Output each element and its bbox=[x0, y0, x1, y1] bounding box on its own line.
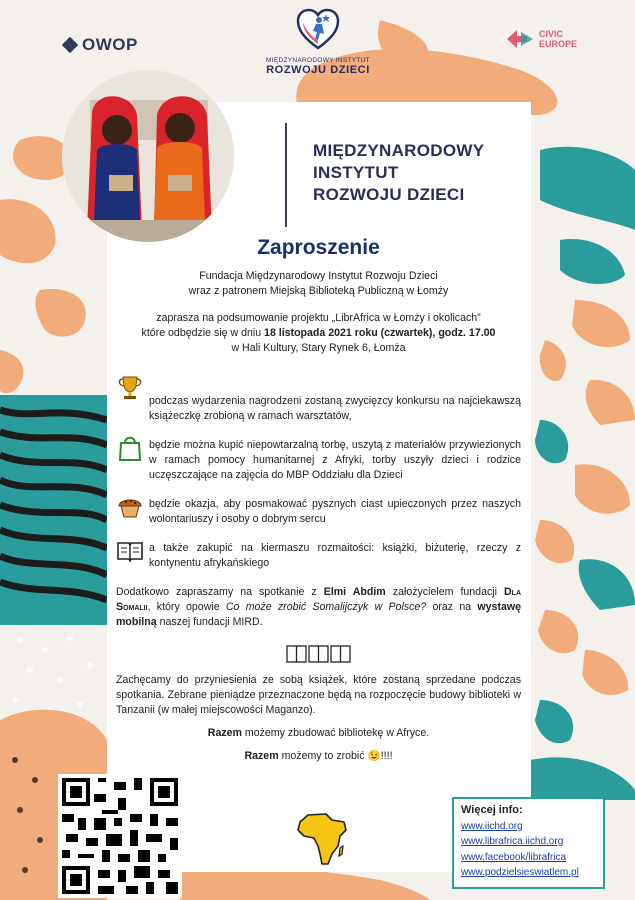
item-text: będzie okazja, aby posmakować pysznych ciast upieczonych przez naszych wolontariuszy i osoby o dobrym sercu bbox=[149, 498, 521, 525]
razem-line2 bbox=[116, 749, 521, 764]
razem-text: możemy zbudować bibliotekę w Afryce. bbox=[241, 727, 430, 739]
owop-logo bbox=[63, 35, 138, 55]
item-text: podczas wydarzenia nagrodzeni zostaną zwycięzcy konkursu na najciekawszą książeczkę zrobioną w ramach warsztatów, bbox=[149, 395, 521, 422]
shopping-bag-icon bbox=[116, 434, 144, 462]
intro-paragraph bbox=[116, 269, 521, 299]
owop-logo-text: OWOP bbox=[82, 35, 138, 54]
link-podzielsieswiatlem[interactable]: www.podzielsieswiatlem.pl bbox=[461, 867, 579, 878]
extra-text: oraz na bbox=[426, 601, 478, 613]
extra-text: , który opowie bbox=[147, 601, 226, 613]
event-date: 18 listopada 2021 roku (czwartek), godz. 17.00 bbox=[264, 327, 496, 339]
talk-title: Co może zrobić Somalijczyk w Polsce? bbox=[225, 601, 427, 613]
trophy-icon bbox=[116, 374, 144, 402]
book-icon bbox=[116, 537, 144, 565]
qr-code-icon bbox=[62, 778, 178, 894]
event-line2 bbox=[116, 326, 521, 341]
mird-logo bbox=[248, 8, 388, 76]
speaker-name: Elmi Abdim bbox=[323, 586, 386, 598]
header-title bbox=[313, 140, 484, 206]
civic-line1: CIVIC bbox=[539, 29, 564, 39]
heart-child-icon bbox=[296, 8, 340, 50]
civic-europe-logo bbox=[505, 28, 577, 50]
invitation-body bbox=[116, 236, 521, 764]
event-line1: zaprasza na podsumowanie projektu „LibrAfrica w Łomży i okolicach” bbox=[156, 312, 481, 324]
books-icons bbox=[116, 644, 521, 669]
books-row-icon bbox=[286, 644, 352, 664]
link-facebook[interactable]: www.facebook/librafrica bbox=[461, 851, 567, 863]
additional-info-paragraph bbox=[116, 585, 521, 630]
wink-emoji-icon: 😉 bbox=[367, 750, 381, 762]
books-donation-paragraph: Zachęcamy do przyniesienia ze sobą książek, które zostaną sprzedane podczas spotkania. Zebrane pieniądze przeznaczone będą na rozpoczęcie budowy biblioteki w Tanzanii (w małej miejscowości Maganzo). bbox=[116, 674, 521, 716]
link-librafrica[interactable]: www.librafrica.iichd.org bbox=[461, 836, 564, 847]
qr-code[interactable] bbox=[58, 774, 182, 898]
item-text: a także zakupić na kiermaszu rozmaitości: książki, biżuterię, rzeczy z kontynentu afrykańskiego bbox=[149, 542, 521, 569]
mird-logo-line1: MIĘDZYNARODOWY INSTYTUT bbox=[266, 57, 370, 64]
civic-europe-mark-icon bbox=[505, 28, 535, 50]
event-paragraph bbox=[116, 311, 521, 356]
foundation-name: Dla Somalii bbox=[116, 586, 521, 613]
africa-map bbox=[296, 812, 348, 871]
header-divider bbox=[285, 123, 287, 227]
exhibition-name: wystawę mobilną bbox=[116, 601, 521, 628]
header-title-line3: ROZWOJU DZIECI bbox=[313, 185, 465, 204]
list-item bbox=[116, 497, 521, 527]
extra-text: założycielem fundacji bbox=[385, 586, 505, 598]
header-title-line1: MIĘDZYNARODOWY bbox=[313, 141, 485, 160]
africa-map-icon bbox=[296, 812, 348, 866]
civic-line2: EUROPE bbox=[539, 39, 578, 49]
razem-text: możemy to zrobić bbox=[278, 750, 368, 762]
intro-line1: Fundacja Międzynarodowy Instytut Rozwoju Dzieci bbox=[199, 270, 438, 282]
razem-bold: Razem bbox=[207, 727, 242, 739]
muffin-icon bbox=[116, 493, 144, 521]
list-item bbox=[116, 541, 521, 571]
item-text: będzie można kupić niepowtarzalną torbę, uszytą z materiałów przywiezionych w ramach pomocy humanitarnej z Afryki, torby uszyły dzieci i rodzice uczęszczające na zajęcia do MBP Oddziału dla Dzieci bbox=[149, 439, 521, 481]
razem-line1 bbox=[116, 726, 521, 741]
extra-text: Dodatkowo zapraszamy na spotkanie z bbox=[116, 586, 324, 598]
link-iichd[interactable]: www.iichd.org bbox=[461, 820, 523, 832]
owop-mark-icon bbox=[63, 38, 78, 53]
razem-bold: Razem bbox=[244, 750, 279, 762]
invitation-title: Zaproszenie bbox=[257, 236, 380, 259]
intro-line2: wraz z patronem Miejską Biblioteką Publiczną w Łomży bbox=[188, 285, 449, 297]
razem-exclamations: !!!! bbox=[380, 750, 393, 762]
list-item bbox=[116, 378, 521, 424]
list-item bbox=[116, 438, 521, 483]
extra-text: naszej fundacji MIRD. bbox=[156, 616, 263, 628]
children-photo bbox=[62, 70, 234, 242]
event-line2-text: które odbędzie się w dniu bbox=[141, 327, 265, 339]
more-info-title: Więcej info: bbox=[461, 804, 523, 816]
more-info-box bbox=[452, 797, 605, 889]
mird-logo-line2: ROZWOJU DZIECI bbox=[266, 64, 370, 76]
header-title-line2: INSTYTUT bbox=[313, 163, 399, 182]
event-line3: w Hali Kultury, Stary Rynek 6, Łomża bbox=[231, 342, 406, 354]
